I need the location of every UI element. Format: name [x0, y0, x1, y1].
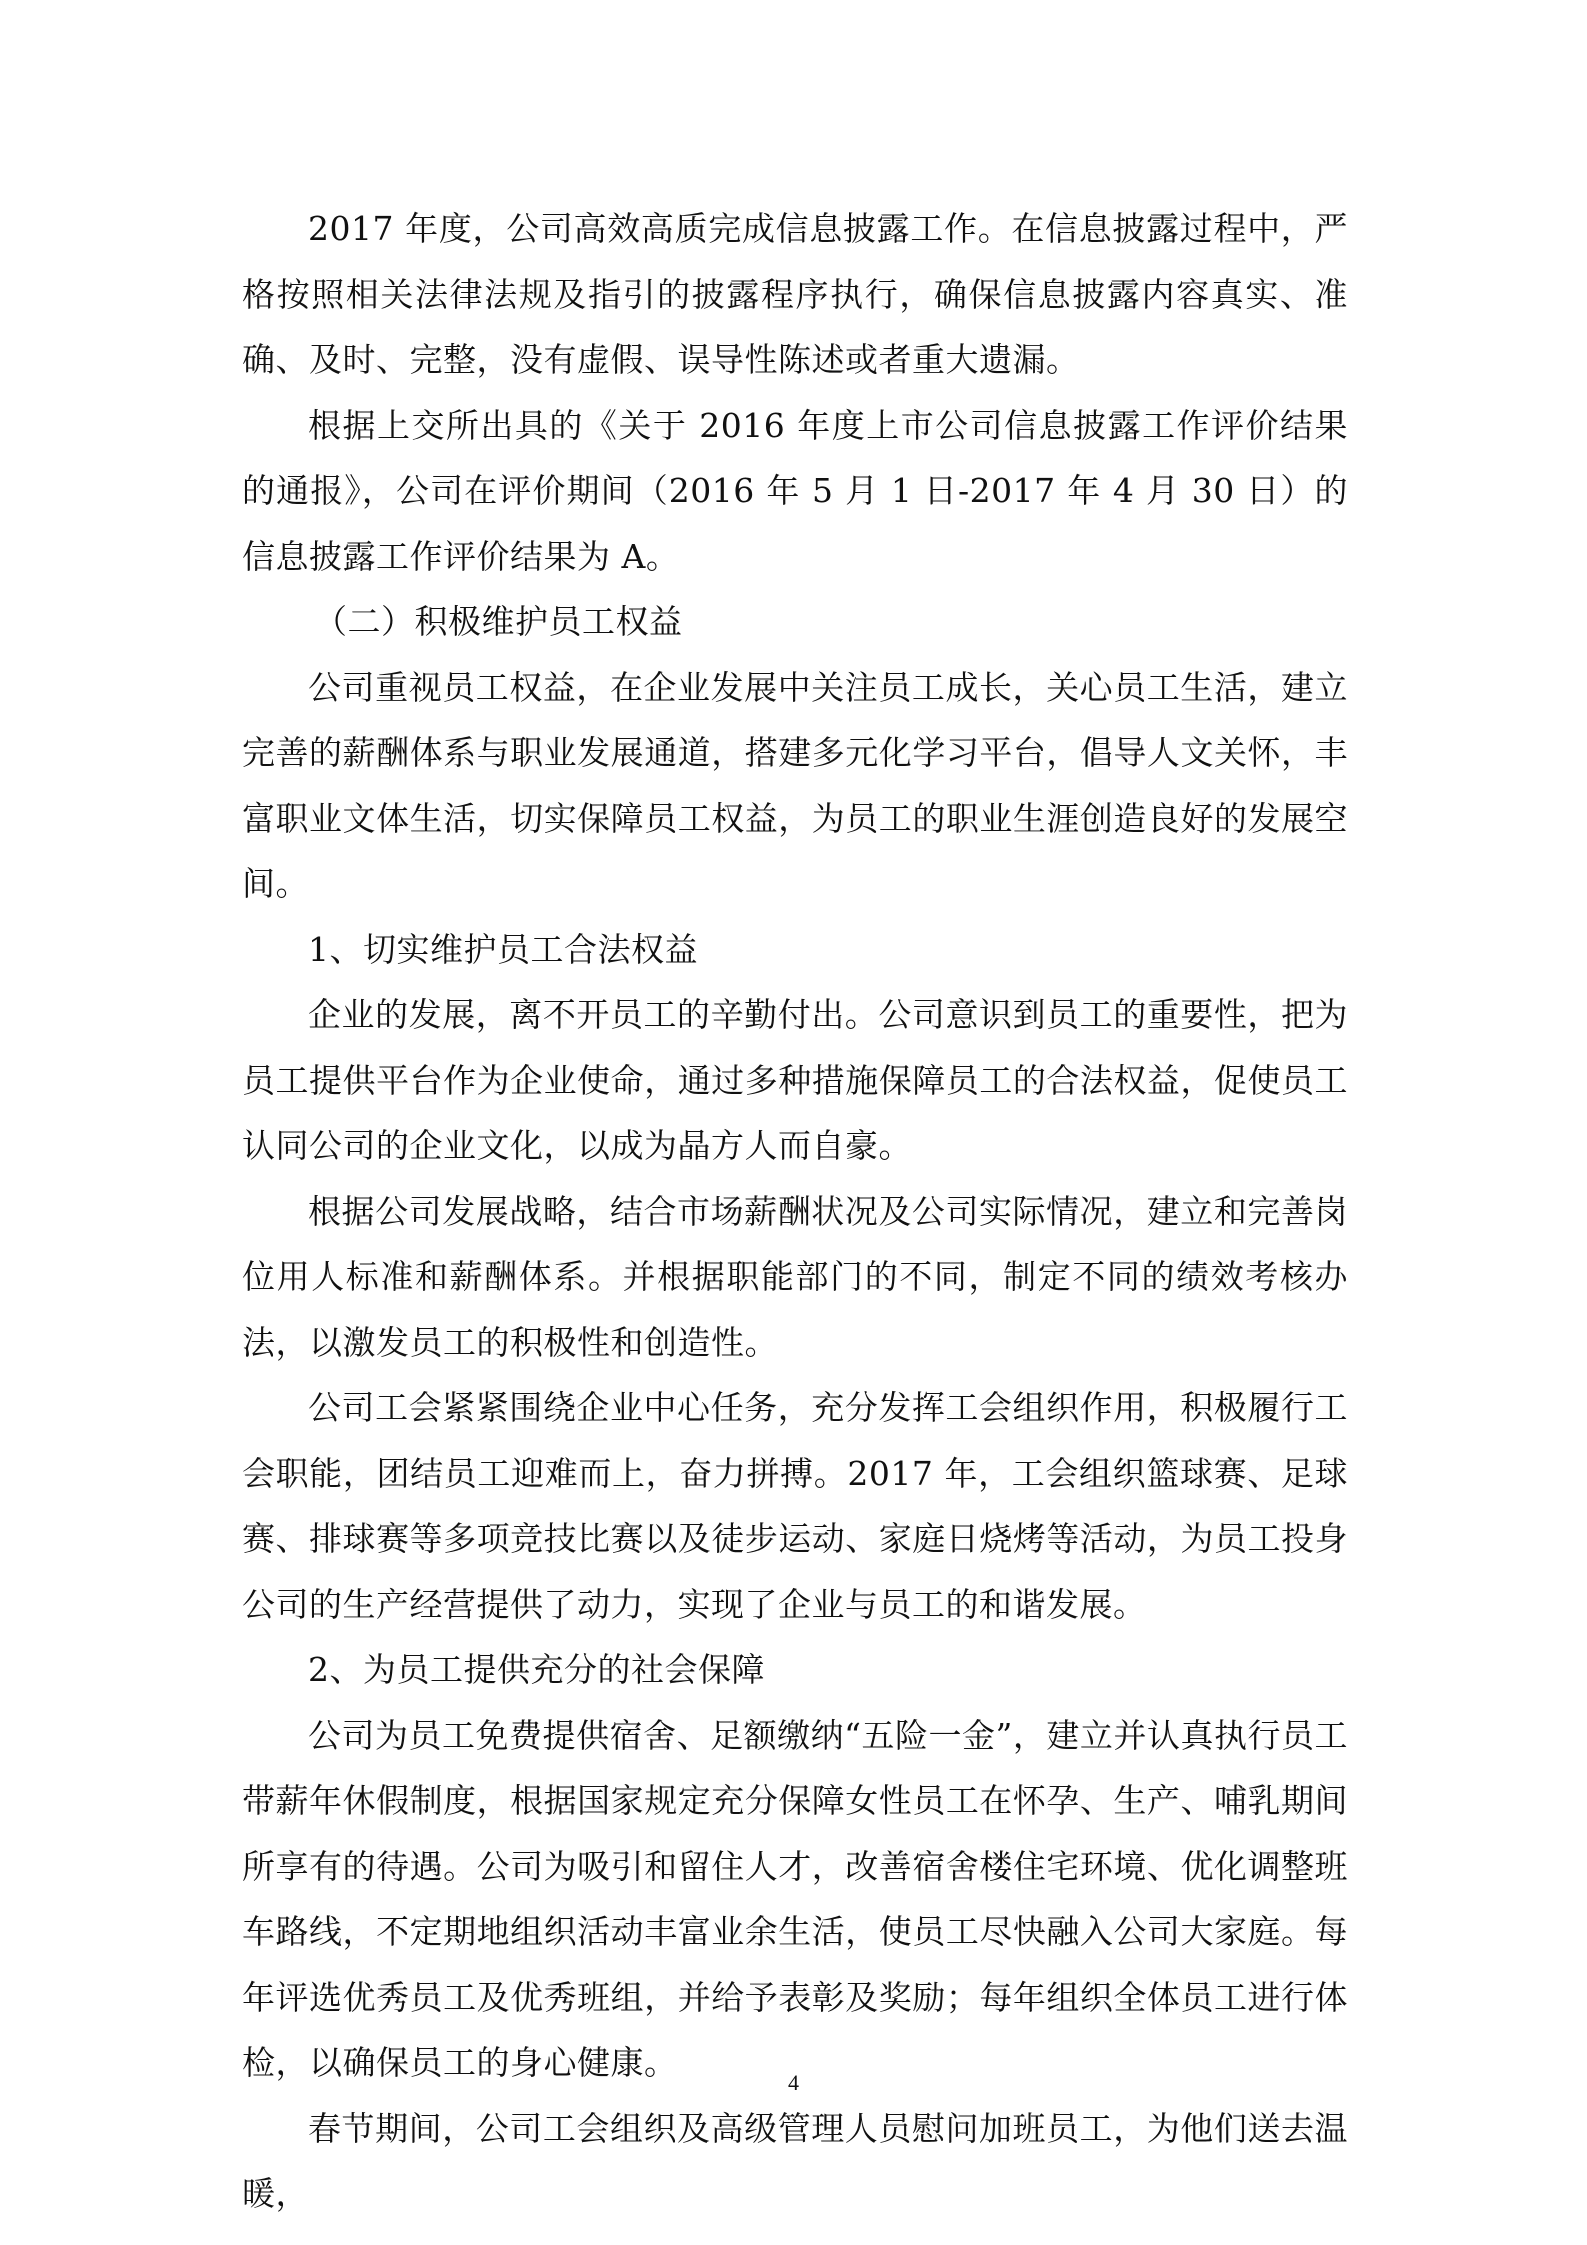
- paragraph-union-activities: 公司工会紧紧围绕企业中心任务，充分发挥工会组织作用，积极履行工会职能，团结员工迎难而上，奋力拼搏。2017 年，工会组织篮球赛、足球赛、排球赛等多项竞技比赛以及徒步运动、家庭日烧烤等活动，为员工投身公司的生产经营提供了动力，实现了企业与员工的和谐发展。: [242, 1388, 1348, 1624]
- paragraph-spring-festival: 春节期间，公司工会组织及高级管理人员慰问加班员工，为他们送去温暖，: [242, 2108, 1348, 2213]
- paragraph-evaluation-result: 根据上交所出具的《关于 2016 年度上市公司信息披露工作评价结果的通报》，公司在评价期间（2016 年 5 月 1 日-2017 年 4 月 30 日）的信息披露工作评价结果为 A。: [242, 405, 1348, 576]
- section-heading-employee-rights: （二）积极维护员工权益: [314, 602, 683, 641]
- paragraph-employee-rights-intro: 公司重视员工权益，在企业发展中关注员工成长，关心员工生活，建立完善的薪酬体系与职业发展通道，搭建多元化学习平台，倡导人文关怀，丰富职业文体生活，切实保障员工权益，为员工的职业生涯创造良好的发展空间。: [242, 667, 1348, 903]
- paragraph-salary-system: 根据公司发展战略，结合市场薪酬状况及公司实际情况，建立和完善岗位用人标准和薪酬体系。并根据职能部门的不同，制定不同的绩效考核办法，以激发员工的积极性和创造性。: [242, 1191, 1348, 1362]
- subheading-legal-rights: 1、切实维护员工合法权益: [308, 929, 698, 969]
- subheading-social-security: 2、为员工提供充分的社会保障: [308, 1650, 765, 1689]
- page-number: 4: [788, 2070, 799, 2095]
- paragraph-enterprise-development: 企业的发展，离不开员工的辛勤付出。公司意识到员工的重要性，把为员工提供平台作为企业使命，通过多种措施保障员工的合法权益，促使员工认同公司的企业文化，以成为晶方人而自豪。: [242, 995, 1348, 1165]
- paragraph-benefits: 公司为员工免费提供宿舍、足额缴纳“五险一金”，建立并认真执行员工带薪年休假制度，根据国家规定充分保障女性员工在怀孕、生产、哺乳期间所享有的待遇。公司为吸引和留住人才，改善宿舍楼住宅环境、优化调整班车路线，不定期地组织活动丰富业余生活，使员工尽快融入公司大家庭。每年评选优秀员工及优秀班组，并给予表彰及奖励；每年组织全体员工进行体检，以确保员工的身心健康。: [242, 1715, 1348, 2082]
- paragraph-disclosure-work: 2017 年度，公司高效高质完成信息披露工作。在信息披露过程中，严格按照相关法律法规及指引的披露程序执行，确保信息披露内容真实、准确、及时、完整，没有虚假、误导性陈述或者重大遗漏。: [242, 209, 1348, 379]
- document-body: [242, 196, 1348, 2227]
